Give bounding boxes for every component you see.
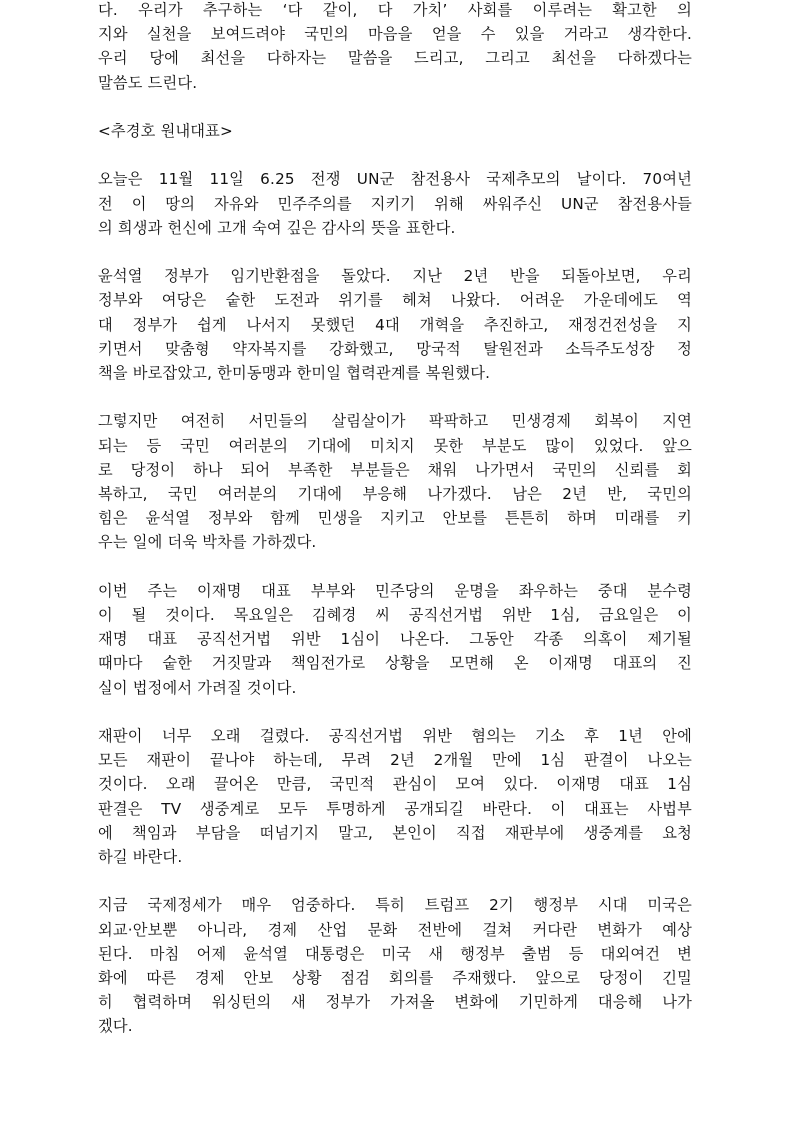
- text-line: 하길 바란다.: [98, 848, 183, 867]
- text-line: 전 이 땅의 자유와 민주주의를 지키기 위해 싸워주신 UN군 참전용사들: [98, 194, 692, 213]
- body-paragraph: [98, 409, 692, 554]
- speaker-heading: <추경호 원내대표>: [98, 122, 233, 140]
- text-line: 화에 따른 경제 안보 상황 점검 회의를 주재했다. 앞으로 당정이 긴밀: [98, 969, 692, 988]
- text-line: 오늘은 11월 11일 6.25 전쟁 UN군 참전용사 국제추모의 날이다. 70여년: [98, 170, 692, 189]
- text-line: 윤석열 정부가 임기반환점을 돌았다. 지난 2년 반을 되돌아보면, 우리: [98, 267, 692, 286]
- text-line: 외교·안보뿐 아니라, 경제 산업 문화 전반에 걸쳐 커다란 변화가 예상: [98, 920, 692, 939]
- text-line: 힘은 윤석열 정부와 함께 민생을 지키고 안보를 튼튼히 하며 미래를 키: [98, 509, 692, 528]
- text-line: 이번 주는 이재명 대표 부부와 민주당의 운명을 좌우하는 중대 분수령: [98, 581, 692, 600]
- text-line: 재판이 너무 오래 걸렸다. 공직선거법 위반 혐의는 기소 후 1년 안에: [98, 727, 692, 745]
- text-line: 되는 등 국민 여러분의 기대에 미치지 못한 부분도 많이 있었다. 앞으: [98, 436, 692, 455]
- text-line: 재명 대표 공직선거법 위반 1심이 나온다. 그동안 각종 의혹이 제기될: [98, 630, 692, 649]
- text-line: 히 협력하며 워싱턴의 새 정부가 가져올 변화에 기민하게 대응해 나가: [98, 993, 692, 1012]
- text-line: 된다. 마침 어제 윤석열 대통령은 미국 새 행정부 출범 등 대외여건 변: [98, 944, 692, 963]
- text-line: 우리 당에 최선을 다하자는 말씀을 드리고, 그리고 최선을 다하겠다는: [98, 49, 692, 68]
- intro-paragraph: [98, 0, 692, 95]
- body-paragraph: [98, 724, 692, 869]
- body-paragraph: [98, 264, 692, 385]
- text-line: 대 정부가 쉽게 나서지 못했던 4대 개혁을 추진하고, 재정건전성을 지: [98, 315, 692, 334]
- text-line: 지와 실천을 보여드려야 국민의 마음을 얻을 수 있을 거라고 생각한다.: [98, 25, 692, 44]
- text-line: 겠다.: [98, 1017, 133, 1036]
- text-line: 때마다 숱한 거짓말과 책임전가로 상황을 모면해 온 이재명 대표의 진: [98, 654, 692, 673]
- text-line: 의 희생과 헌신에 고개 숙여 깊은 감사의 뜻을 표한다.: [98, 218, 456, 237]
- body-paragraph: [98, 167, 692, 240]
- body-paragraph: [98, 579, 692, 700]
- document-page: [98, 0, 692, 1063]
- text-line: 책을 바로잡았고, 한미동맹과 한미일 협력관계를 복원했다.: [98, 364, 491, 382]
- text-line: 실이 법정에서 가려질 것이다.: [98, 678, 297, 697]
- text-line: 복하고, 국민 여러분의 기대에 부응해 나가겠다. 남은 2년 반, 국민의: [98, 485, 692, 503]
- text-line: 이 될 것이다. 목요일은 김혜경 씨 공직선거법 위반 1심, 금요일은 이: [98, 606, 692, 624]
- text-line: 판결은 TV 생중계로 모두 투명하게 공개되길 바란다. 이 대표는 사법부: [98, 799, 692, 818]
- text-line: 지금 국제정세가 매우 엄중하다. 특히 트럼프 2기 행정부 시대 미국은: [98, 896, 692, 915]
- text-line: 에 책임과 부담을 떠넘기지 말고, 본인이 직접 재판부에 생중계를 요청: [98, 823, 692, 842]
- text-line: 우는 일에 더욱 박차를 가하겠다.: [98, 533, 317, 552]
- body-paragraph: [98, 893, 692, 1038]
- text-line: 말씀도 드린다.: [98, 73, 198, 92]
- text-line: 그렇지만 여전히 서민들의 살림살이가 팍팍하고 민생경제 회복이 지연: [98, 412, 692, 431]
- text-line: 모든 재판이 끝나야 하는데, 무려 2년 2개월 만에 1심 판결이 나오는: [98, 751, 692, 770]
- text-line: 것이다. 오래 끌어온 만큼, 국민적 관심이 모여 있다. 이재명 대표 1심: [98, 775, 692, 794]
- text-line: 다. 우리가 추구하는 ‘다 같이, 다 가치’ 사회를 이루려는 확고한 의: [98, 1, 692, 19]
- text-line: 로 당정이 하나 되어 부족한 부분들은 채워 나가면서 국민의 신뢰를 회: [98, 460, 692, 479]
- text-line: 키면서 맞춤형 약자복지를 강화했고, 망국적 탈원전과 소득주도성장 정: [98, 339, 692, 358]
- text-line: 정부와 여당은 숱한 도전과 위기를 헤쳐 나왔다. 어려운 가운데에도 역: [98, 291, 692, 310]
